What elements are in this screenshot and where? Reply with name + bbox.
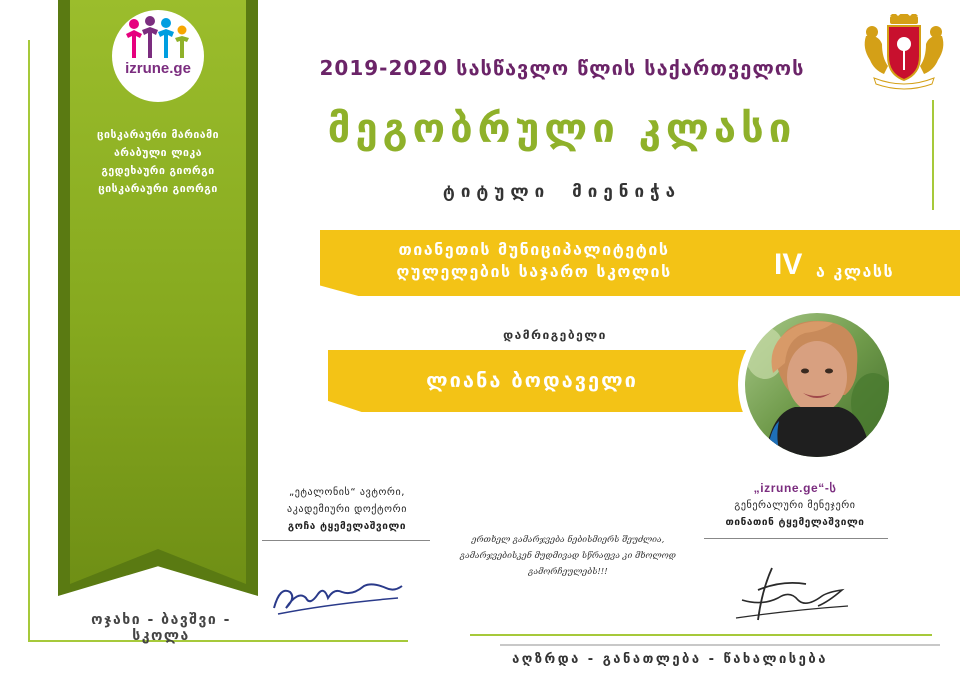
family-tagline: ოჯახი - ბავშვი - სკოლა	[91, 612, 231, 644]
left-handwritten-signature	[268, 568, 408, 624]
class-number: IV	[774, 248, 803, 281]
certificate-title: მეგობრული კლასი	[327, 106, 797, 152]
signatory-title: გენერალური მენეჯერი	[734, 500, 856, 511]
student-names	[78, 126, 238, 198]
school-municipality: თიანეთის მუნიციპალიტეტის	[398, 240, 670, 259]
right-signatory	[700, 480, 890, 531]
class-label: ა კლასს	[816, 262, 895, 281]
teacher-name: ლიანა ბოდაველი	[426, 368, 638, 392]
signature-line	[704, 538, 888, 539]
motto-line: ერთხელ გამარჯვება ნებისმიერს შეუძლია,	[471, 535, 665, 545]
school-name: ღულელების საჯარო სკოლის	[396, 262, 672, 281]
motto-line: გამარჯვებისკენ მუდმივად სწრაფვა კი მხოლოდ გამორჩეულებს!!!	[460, 551, 676, 577]
frame-line	[500, 644, 940, 646]
signatory-role: „ეტალონის“ ავტორი,	[288, 487, 406, 498]
right-handwritten-signature	[732, 560, 852, 630]
education-tagline: აღზრდა - განათლება - წახალისება	[512, 652, 828, 667]
year-heading: 2019-2020 სასწავლო წლის საქართველოს	[319, 56, 805, 80]
title-awarded-text: ტიტული მიენიჭა	[442, 182, 682, 202]
teacher-photo	[745, 313, 889, 457]
signature-line	[262, 540, 430, 541]
homeroom-teacher-label: დამრიგებელი	[503, 328, 607, 342]
student-name: ცისკარაური გიორგი	[98, 183, 218, 195]
frame-line	[470, 634, 932, 636]
left-signatory	[262, 484, 432, 535]
student-name: არაბული ლიკა	[113, 147, 203, 159]
student-name: ცისკარაური მარიამი	[97, 129, 219, 141]
signatory-name: გოჩა ტყემელაშვილი	[287, 521, 407, 532]
family-logo-icon	[120, 16, 196, 60]
signatory-org: „izrune.ge“-ს	[753, 481, 837, 495]
logo-text[interactable]: izrune.ge	[125, 60, 191, 77]
student-name: გედეხაური გიორგი	[101, 165, 215, 177]
signatory-name: თინათინ ტყემელაშვილი	[725, 517, 865, 528]
frame-line	[932, 100, 934, 210]
motto	[438, 532, 698, 580]
coat-of-arms-icon	[860, 14, 948, 90]
frame-line	[28, 40, 30, 640]
signatory-title: აკადემიური დოქტორი	[287, 504, 407, 515]
